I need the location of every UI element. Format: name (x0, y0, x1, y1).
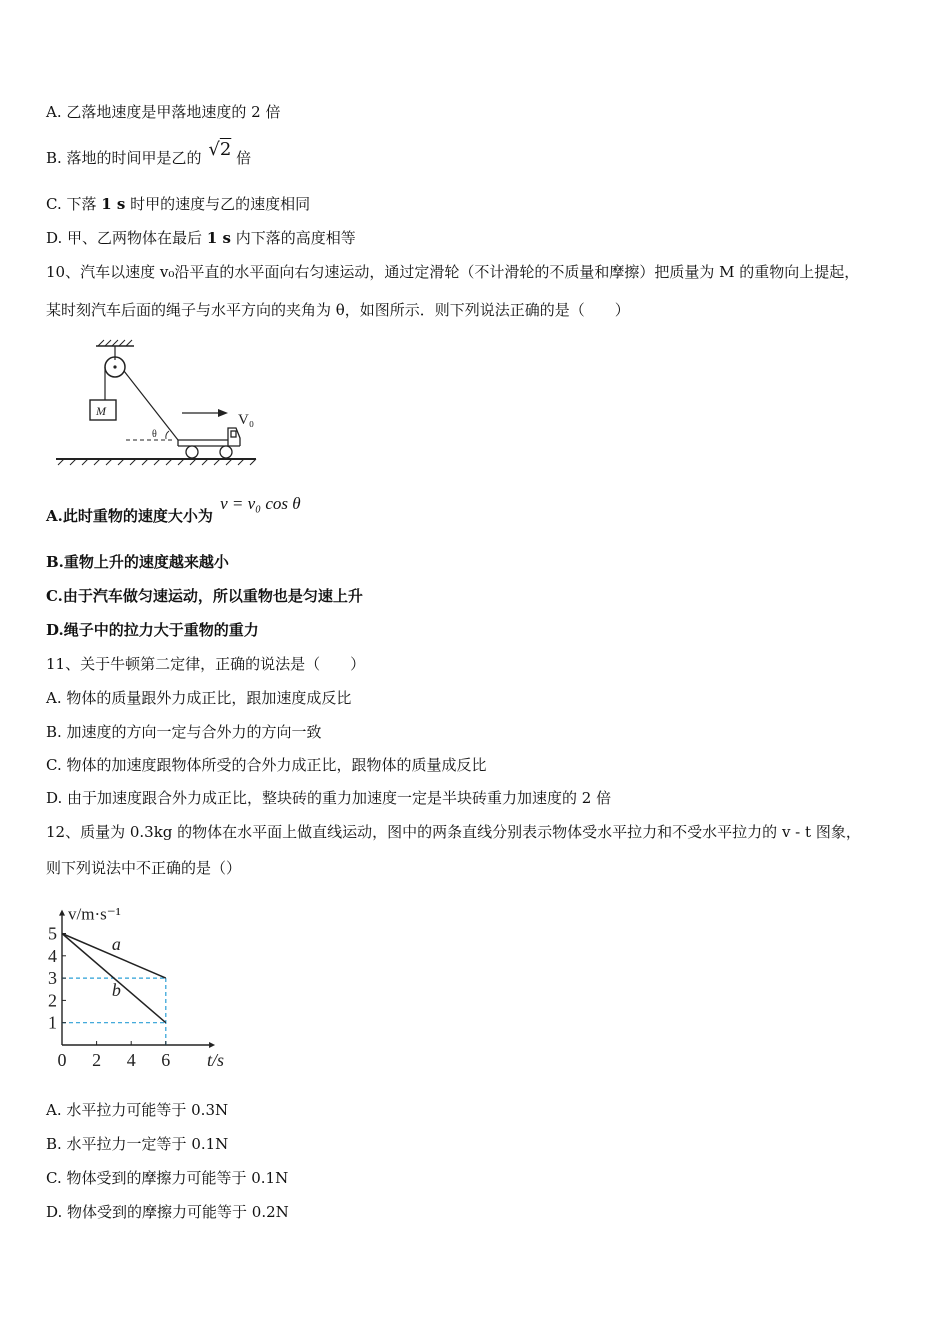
series-label-a: a (111, 933, 121, 954)
arrow-right-icon (218, 409, 228, 417)
q9-option-a: A. 乙落地速度是甲落地速度的 2 倍 (46, 103, 281, 121)
q10-option-d: D.绳子中的拉力大于重物的重力 (46, 621, 259, 639)
series-label-b: b (111, 980, 121, 1001)
q12-option-a: A. 水平拉力可能等于 0.3N (46, 1101, 229, 1119)
q9-option-c (46, 194, 310, 214)
truck-icon (178, 428, 240, 458)
pulley-truck-figure (52, 338, 270, 468)
q9-option-d-text: D. 甲、乙两物体在最后 (46, 229, 203, 247)
q10-stem-line2: 某时刻汽车后面的绳子与水平方向的夹角为 θ，如图所示．则下列说法正确的是（ ） (46, 301, 630, 319)
q10-option-b: B.重物上升的速度越来越小 (46, 553, 229, 571)
x-axis-label: t/s (207, 1050, 225, 1070)
q9-option-b-suffix: 倍 (236, 149, 252, 167)
q11-stem: 11、关于牛顿第二定律，正确的说法是（ ） (46, 655, 366, 673)
velocity-label: V₀ (238, 412, 255, 428)
q9-option-d-suffix: 内下落的高度相等 (235, 229, 356, 247)
y-tick-label: 4 (48, 945, 57, 966)
angle-label: θ (152, 429, 157, 440)
x-tick-label: 4 (126, 1050, 136, 1070)
mass-label: M (96, 404, 106, 418)
q11-option-b: B. 加速度的方向一定与合外力的方向一致 (46, 723, 322, 741)
q12-option-d: D. 物体受到的摩擦力可能等于 0.2N (46, 1203, 289, 1221)
sqrt-radicand: 2 (219, 139, 232, 160)
q12-option-c: C. 物体受到的摩擦力可能等于 0.1N (46, 1169, 289, 1187)
x-tick-label: 2 (92, 1050, 102, 1070)
q11-option-a: A. 物体的质量跟外力成正比，跟加速度成反比 (46, 689, 352, 707)
y-axis-arrow-icon (59, 910, 65, 916)
q9-option-c-text: C. 下落 (46, 195, 97, 213)
q9-option-c-time: 1 s (101, 195, 126, 213)
q10-stem-line1: 10、汽车以速度 v₀沿平直的水平面向右匀速运动，通过定滑轮（不计滑轮的不质量和摩擦）把质量为 M 的重物向上提起， (46, 263, 860, 281)
y-tick-label: 5 (48, 923, 57, 944)
y-axis-label: v/m·s⁻¹ (68, 904, 121, 924)
q9-option-d-time: 1 s (206, 229, 231, 247)
q11-option-d: D. 由于加速度跟合外力成正比，整块砖的重力加速度一定是半块砖重力加速度的 2 倍 (46, 789, 612, 807)
vt-chart (40, 890, 230, 1075)
q10-option-a-text: A.此时重物的速度大小为 (46, 507, 213, 525)
q9-option-c-suffix: 时甲的速度与乙的速度相同 (130, 195, 311, 213)
q10-option-c: C.由于汽车做匀速运动，所以重物也是匀速上升 (46, 587, 363, 605)
q10-option-a (46, 494, 301, 526)
x-axis-arrow-icon (209, 1042, 215, 1048)
q9-option-d (46, 228, 356, 248)
q10-option-a-formula: v = v₀ cos θ (220, 494, 301, 513)
q11-option-c: C. 物体的加速度跟物体所受的合外力成正比，跟物体的质量成反比 (46, 756, 487, 774)
q12-stem-line2: 则下列说法中不正确的是（） (46, 859, 242, 877)
q9-option-b (46, 139, 252, 168)
x-tick-label: 0 (57, 1050, 67, 1070)
y-tick-label: 1 (48, 1012, 57, 1033)
q12-option-b: B. 水平拉力一定等于 0.1N (46, 1135, 229, 1153)
q9-option-b-text: B. 落地的时间甲是乙的 (46, 149, 202, 167)
y-tick-label: 3 (48, 968, 57, 989)
sqrt-symbol: √2 (208, 139, 232, 160)
q12-stem-line1: 12、质量为 0.3kg 的物体在水平面上做直线运动，图中的两条直线分别表示物体受水平拉力和不受水平拉力的 v - t 图象， (46, 823, 861, 841)
x-tick-label: 6 (161, 1050, 171, 1070)
y-tick-label: 2 (48, 990, 57, 1011)
